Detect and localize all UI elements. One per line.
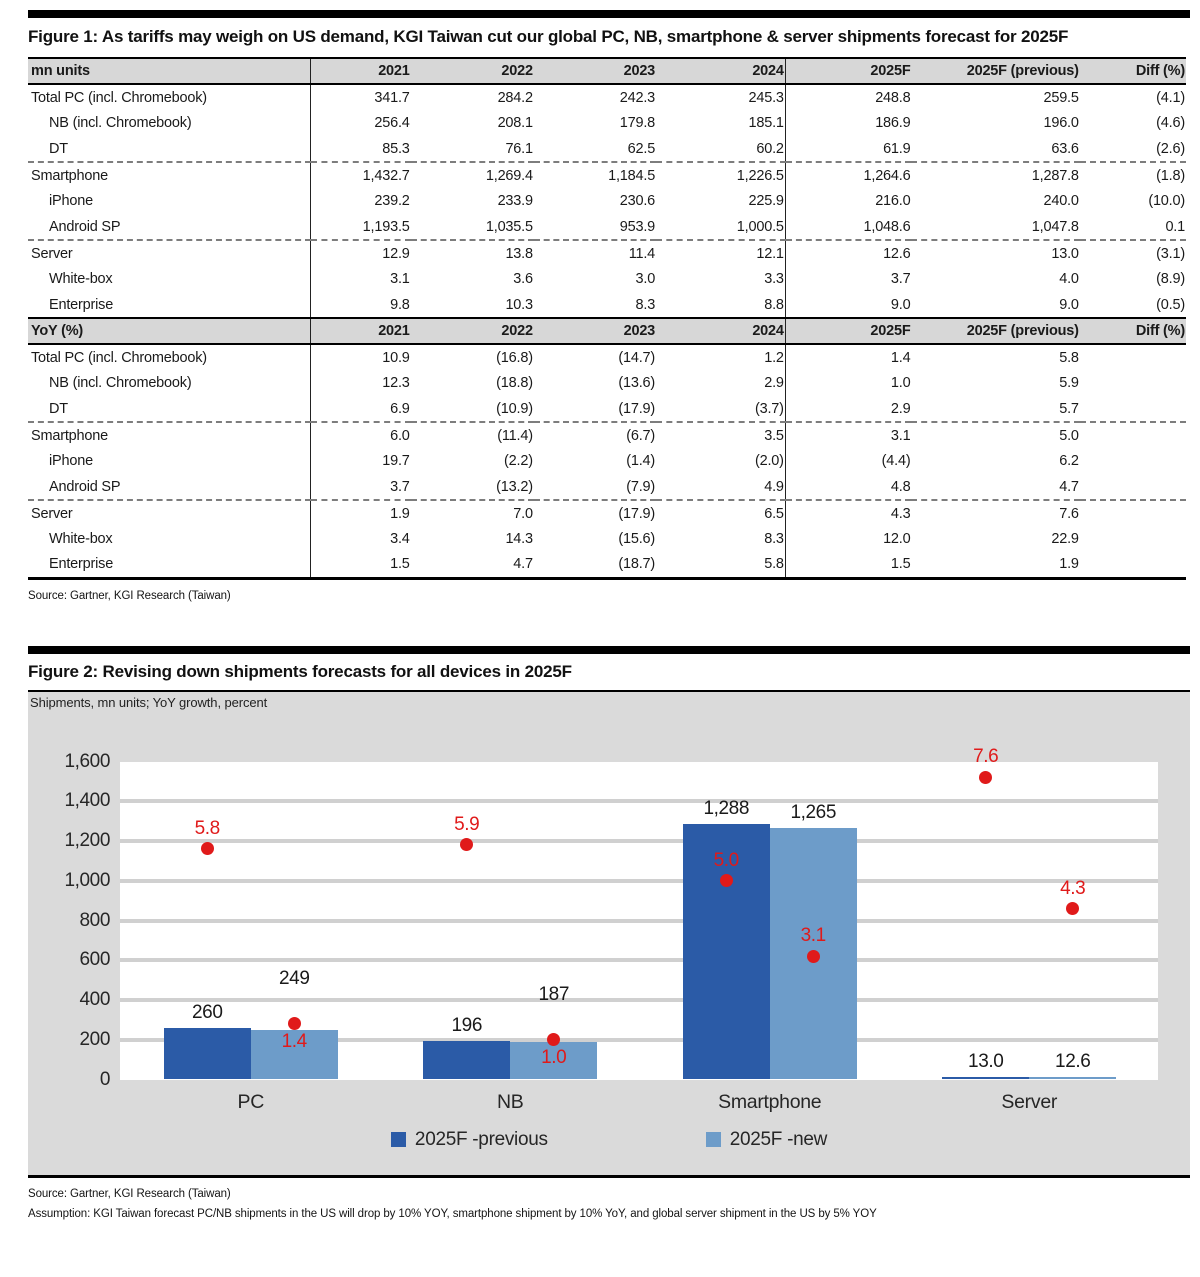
cell-value: 85.3: [382, 140, 410, 157]
row-label: White-box: [28, 266, 310, 292]
cell-value: (1.4): [626, 453, 656, 469]
figure1-title: Figure 1: As tariffs may weigh on US demand, KGI Taiwan cut our global PC, NB, smartphone & server shipments forecast for 2025F: [28, 27, 1069, 46]
x-axis-category-label: Smartphone: [718, 1090, 822, 1113]
cell-value: 6.5: [656, 500, 785, 526]
bar-value-label: 12.6: [1055, 1050, 1091, 1072]
x-axis-category-label: NB: [497, 1090, 524, 1113]
cell-value: 2.9: [656, 370, 785, 396]
y-axis-tick-label: 800: [79, 909, 110, 931]
cell-value: (8.9): [1156, 271, 1185, 287]
cell-value: 1,035.5: [485, 218, 533, 235]
y-axis-tick-label: 0: [99, 1068, 110, 1090]
cell-value: 10.9: [382, 349, 410, 366]
bar-value-label: 13.0: [968, 1050, 1004, 1072]
cell-value: 4.7: [1059, 478, 1079, 495]
cell-value: (13.2): [496, 478, 533, 495]
bar-value-label: 196: [451, 1014, 482, 1036]
cell-value: 5.7: [1059, 400, 1079, 417]
column-header: 2025F (previous): [911, 58, 1079, 84]
y-axis-tick-label: 1,200: [64, 830, 110, 851]
row-label: iPhone: [28, 188, 310, 214]
cell-value: 1.5: [390, 556, 410, 573]
legend-item-previous: [391, 1129, 548, 1151]
row-label: NB (incl. Chromebook): [28, 370, 310, 396]
column-header: 2025F: [785, 58, 911, 84]
cell-value: 3.5: [656, 422, 785, 448]
cell-value: 12.0: [883, 531, 911, 547]
report-page: [28, 0, 1190, 1220]
cell-value: [1080, 526, 1186, 552]
column-header: 2025F (previous): [911, 318, 1079, 344]
row-label: Enterprise: [28, 292, 310, 318]
chart-subtitle: Shipments, mn units; YoY growth, percent: [30, 694, 268, 710]
cell-value: 1.9: [310, 500, 410, 526]
column-header: 2024: [656, 58, 785, 84]
y-axis-tick-label: 600: [79, 949, 110, 971]
gridline: [120, 879, 1158, 883]
cell-value: 341.7: [374, 89, 410, 106]
gridline: [120, 958, 1158, 962]
column-header: 2025F: [785, 318, 911, 344]
cell-value: 12.1: [656, 240, 785, 266]
row-label: iPhone: [28, 448, 310, 474]
row-label: Smartphone: [28, 162, 310, 188]
cell-value: 3.1: [390, 271, 410, 287]
cell-value: 1,432.7: [310, 162, 410, 188]
y-axis-tick-label: 1,600: [64, 750, 110, 772]
cell-value: (4.1): [1156, 89, 1185, 106]
table-row: [28, 136, 1186, 162]
cell-value: 1,193.5: [362, 218, 410, 235]
table-row: [28, 110, 1186, 136]
cell-value: 4.0: [1059, 271, 1079, 287]
cell-value: 240.0: [1043, 193, 1079, 209]
column-header: 2022: [411, 318, 534, 344]
bar-previous: [942, 1077, 1029, 1080]
yoy-value-label: 5.8: [194, 817, 220, 839]
cell-value: 216.0: [875, 193, 911, 209]
cell-value: (3.1): [1080, 240, 1186, 266]
column-header: 2023: [534, 318, 656, 344]
cell-value: 3.7: [390, 478, 410, 495]
forecast-table: [28, 57, 1190, 580]
yoy-value-label: 4.3: [1060, 877, 1086, 899]
x-axis-category-label: PC: [237, 1090, 264, 1113]
cell-value: 256.4: [374, 115, 410, 131]
cell-value: 8.3: [656, 526, 785, 552]
y-axis-tick-label: 400: [79, 989, 110, 1010]
yoy-dot: [720, 874, 733, 887]
cell-value: (10.9): [496, 400, 533, 417]
table-row: [28, 370, 1186, 396]
cell-value: 1,000.5: [656, 214, 785, 240]
table-section-header-row: [28, 58, 1186, 84]
cell-value: 953.9: [619, 218, 656, 235]
cell-value: 1.2: [656, 344, 785, 370]
figure2-source: Source: Gartner, KGI Research (Taiwan): [28, 1187, 231, 1200]
cell-value: 1.9: [1059, 556, 1079, 573]
y-axis-tick-label: 200: [79, 1028, 110, 1050]
cell-value: (1.8): [1080, 162, 1186, 188]
cell-value: (0.5): [1156, 296, 1185, 313]
cell-value: 3.0: [635, 271, 656, 287]
cell-value: 1.5: [890, 556, 911, 573]
cell-value: [1080, 422, 1186, 448]
cell-value: 6.9: [390, 400, 410, 417]
row-label: DT: [28, 136, 310, 162]
cell-value: 208.1: [497, 115, 533, 131]
gridline: [120, 839, 1158, 843]
bar-value-label: 260: [191, 1001, 223, 1023]
figure1-source: Source: Gartner, KGI Research (Taiwan): [28, 589, 231, 602]
cell-value: 3.7: [890, 271, 911, 287]
cell-value: 62.5: [627, 140, 656, 157]
cell-value: (7.9): [626, 478, 656, 495]
cell-value: 9.0: [1059, 296, 1079, 313]
cell-value: 1,269.4: [411, 162, 534, 188]
cell-value: 8.8: [656, 292, 785, 318]
cell-value: (4.4): [881, 453, 911, 469]
forecast-table-grid: [28, 57, 1186, 580]
cell-value: 5.8: [656, 552, 785, 578]
table-row: [28, 84, 1186, 110]
table-row: [28, 474, 1186, 500]
yoy-value-label: 5.9: [454, 813, 480, 835]
cell-value: (15.6): [618, 531, 656, 547]
x-axis-category-label: Server: [1001, 1090, 1058, 1113]
cell-value: 12.6: [785, 240, 911, 266]
cell-value: 284.2: [497, 89, 533, 106]
gridline: [120, 919, 1158, 923]
cell-value: (17.9): [534, 500, 656, 526]
cell-value: 14.3: [505, 531, 533, 547]
legend-swatch-icon: [706, 1132, 721, 1147]
cell-value: (11.4): [411, 422, 534, 448]
figure1-section: [28, 10, 1190, 602]
cell-value: [1080, 370, 1186, 396]
cell-value: 4.7: [513, 556, 533, 573]
cell-value: 76.1: [505, 140, 533, 157]
cell-value: (6.7): [534, 422, 656, 448]
cell-value: (13.6): [618, 375, 656, 391]
cell-value: 186.9: [875, 115, 911, 131]
cell-value: (2.2): [504, 453, 533, 469]
cell-value: 1.0: [890, 375, 911, 391]
cell-value: 11.4: [534, 240, 656, 266]
row-label: Enterprise: [28, 552, 310, 578]
cell-value: (4.6): [1156, 115, 1185, 131]
table-row: [28, 526, 1186, 552]
legend-swatch-icon: [391, 1132, 406, 1147]
cell-value: 245.3: [656, 84, 785, 110]
bar-previous: [423, 1041, 510, 1080]
yoy-value-label: 1.4: [281, 1030, 307, 1052]
cell-value: 7.6: [911, 500, 1079, 526]
cell-value: 3.6: [513, 271, 533, 287]
cell-value: 1,264.6: [785, 162, 911, 188]
cell-value: 5.0: [911, 422, 1079, 448]
bar-value-label: 1,265: [790, 802, 837, 824]
cell-value: 233.9: [497, 193, 533, 209]
cell-value: 3.1: [785, 422, 911, 448]
table-row: [28, 552, 1186, 578]
column-header: Diff (%): [1080, 58, 1186, 84]
cell-value: (3.7): [656, 396, 785, 422]
cell-value: 6.0: [310, 422, 410, 448]
cell-value: 6.2: [1059, 453, 1079, 469]
table-row: [28, 448, 1186, 474]
cell-value: 8.3: [635, 296, 656, 313]
cell-value: (18.8): [496, 375, 533, 391]
bar-value-label: 249: [278, 967, 310, 989]
cell-value: 196.0: [1043, 115, 1079, 131]
cell-value: [1080, 448, 1186, 474]
cell-value: 4.9: [656, 474, 785, 500]
column-header: 2023: [534, 58, 656, 84]
section-header-label: mn units: [28, 58, 310, 84]
cell-value: 1,184.5: [534, 162, 656, 188]
cell-value: 242.3: [619, 89, 656, 106]
cell-value: 1,226.5: [656, 162, 785, 188]
cell-value: [1080, 552, 1186, 578]
yoy-dot: [807, 950, 820, 963]
figure2-top-rule: [28, 646, 1190, 654]
cell-value: (10.0): [1148, 193, 1185, 209]
cell-value: 13.8: [411, 240, 534, 266]
table-row: [28, 396, 1186, 422]
cell-value: 7.0: [411, 500, 534, 526]
cell-value: 5.8: [1059, 349, 1079, 366]
figure2-section: [28, 646, 1190, 1220]
cell-value: 225.9: [656, 188, 785, 214]
table-row: [28, 292, 1186, 318]
table-row: [28, 214, 1186, 240]
table-row: [28, 240, 1186, 266]
table-row: [28, 162, 1186, 188]
bar-previous: [164, 1028, 251, 1080]
cell-value: 259.5: [1043, 89, 1079, 106]
cell-value: (2.6): [1156, 140, 1185, 157]
cell-value: 9.0: [890, 296, 911, 313]
cell-value: 230.6: [619, 193, 656, 209]
cell-value: 3.4: [390, 531, 410, 547]
yoy-value-label: 7.6: [973, 746, 999, 768]
chart-panel: [28, 692, 1190, 1178]
figure2-title: Figure 2: Revising down shipments forecasts for all devices in 2025F: [28, 661, 572, 681]
cell-value: 9.8: [390, 296, 410, 313]
cell-value: 4.8: [890, 478, 911, 495]
row-label: NB (incl. Chromebook): [28, 110, 310, 136]
cell-value: [1080, 474, 1186, 500]
legend-label: 2025F -new: [729, 1128, 828, 1150]
cell-value: 5.9: [1059, 375, 1079, 391]
cell-value: (2.0): [656, 448, 785, 474]
table-row: [28, 500, 1186, 526]
cell-value: 3.3: [656, 266, 785, 292]
gridline: [120, 799, 1158, 803]
cell-value: 61.9: [883, 140, 911, 157]
row-label: DT: [28, 396, 310, 422]
yoy-value-label: 3.1: [800, 925, 826, 947]
cell-value: 10.3: [505, 296, 533, 313]
legend-label: 2025F -previous: [414, 1128, 548, 1150]
cell-value: 185.1: [656, 110, 785, 136]
cell-value: [1080, 500, 1186, 526]
cell-value: 1,047.8: [1031, 218, 1079, 235]
column-header: 2021: [310, 318, 410, 344]
cell-value: [1080, 396, 1186, 422]
cell-value: 60.2: [656, 136, 785, 162]
cell-value: 19.7: [382, 453, 410, 469]
cell-value: 4.3: [785, 500, 911, 526]
cell-value: 22.9: [1051, 531, 1079, 547]
chart-legend: [28, 1129, 1190, 1151]
row-label: Total PC (incl. Chromebook): [28, 344, 310, 370]
row-label: Server: [28, 500, 310, 526]
column-header: Diff (%): [1080, 318, 1186, 344]
table-row: [28, 422, 1186, 448]
cell-value: 1,287.8: [911, 162, 1079, 188]
cell-value: (16.8): [496, 349, 533, 366]
yoy-value-label: 5.0: [713, 849, 739, 871]
y-axis-tick-label: 1,400: [64, 790, 110, 812]
table-row: [28, 188, 1186, 214]
y-axis-tick-label: 1,000: [64, 869, 110, 891]
cell-value: 248.8: [875, 89, 911, 106]
table-row: [28, 344, 1186, 370]
cell-value: (14.7): [618, 349, 656, 366]
gridline: [120, 998, 1158, 1002]
figure2-assumption: Assumption: KGI Taiwan forecast PC/NB shipments in the US will drop by 10% YOY, smartphone shipment by 10% YoY, and global server shipment in the US by 5% YOY: [28, 1207, 877, 1220]
cell-value: 239.2: [374, 193, 410, 209]
cell-value: 63.6: [1051, 140, 1079, 157]
row-label: Android SP: [28, 214, 310, 240]
cell-value: 1,048.6: [863, 218, 911, 235]
table-section-header-row: [28, 318, 1186, 344]
cell-value: 0.1: [1165, 218, 1185, 235]
row-label: Total PC (incl. Chromebook): [28, 84, 310, 110]
cell-value: 179.8: [619, 115, 656, 131]
cell-value: 2.9: [890, 400, 911, 417]
legend-item-new: [706, 1129, 827, 1151]
cell-value: (18.7): [618, 556, 656, 573]
column-header: 2021: [310, 58, 410, 84]
table-row: [28, 266, 1186, 292]
cell-value: 1.4: [890, 349, 911, 366]
cell-value: (17.9): [618, 400, 656, 417]
cell-value: [1080, 344, 1186, 370]
cell-value: 12.9: [310, 240, 410, 266]
row-label: Smartphone: [28, 422, 310, 448]
bar-value-label: 1,288: [703, 797, 750, 819]
row-label: Server: [28, 240, 310, 266]
bar-new: [1029, 1077, 1116, 1080]
figure1-top-rule: [28, 10, 1190, 18]
row-label: Android SP: [28, 474, 310, 500]
yoy-value-label: 1.0: [541, 1046, 567, 1068]
cell-value: 12.3: [382, 375, 410, 391]
section-header-label: YoY (%): [28, 318, 310, 344]
bar-value-label: 187: [538, 983, 569, 1005]
column-header: 2022: [411, 58, 534, 84]
column-header: 2024: [656, 318, 785, 344]
row-label: White-box: [28, 526, 310, 552]
cell-value: 13.0: [911, 240, 1079, 266]
